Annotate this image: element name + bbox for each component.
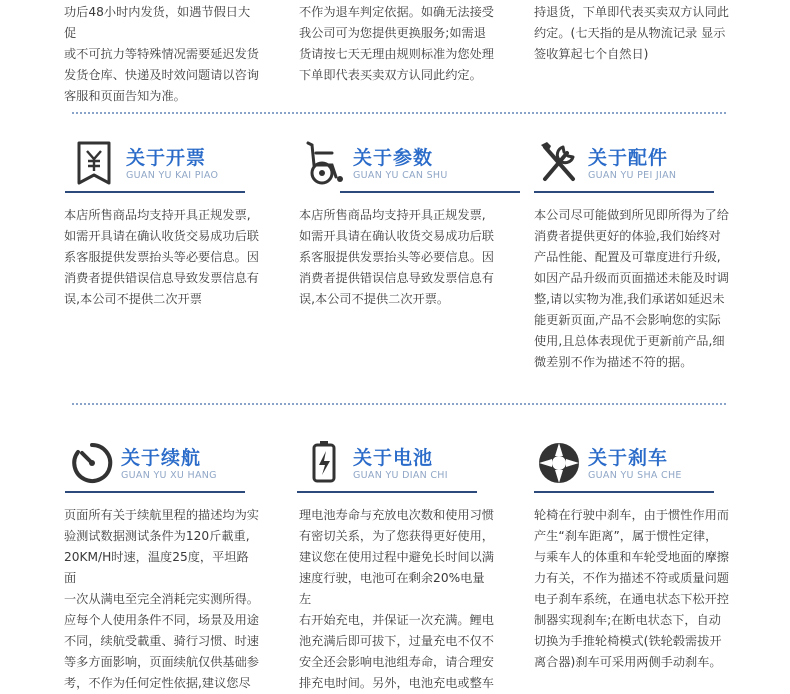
section-subtitle: GUAN YU CAN SHU	[353, 170, 448, 181]
section-text-parameters: 本店所售商品均支持开具正规发票, 如需开具请在确认收货交易成功后联 系客服提供发票抬头等必要信息。因 消费者提供错误信息导致发票信息有 误,本公司不提供二次开票。	[299, 208, 494, 306]
section-rule	[297, 491, 477, 493]
section-subtitle: GUAN YU DIAN CHI	[353, 470, 448, 481]
section-subtitle: GUAN YU XU HANG	[121, 470, 217, 481]
section-title: 关于参数	[353, 147, 434, 169]
top-paragraph-2: 不作为退车判定依据。如确无法接受 我公司可为您提供更换服务;如需退 货请按七天无理由规则标准为您处理 下单即代表买卖双方认同此约定。	[299, 5, 494, 82]
section-subtitle: GUAN YU KAI PIAO	[126, 170, 219, 181]
section-text-range: 页面所有关于续航里程的描述均为实 验测试数据测试条件为120斤載重, 20KM/H时速，温度25度，平坦路面 一次从满电至完全消耗完实测所得。 应每个人使用条件不同，场景及用途 不同，续航受載重、骑行习惯、时速 等多方面影响，页面续航仅供基础参 考，不作为任何定性依据,建议您尽	[64, 508, 259, 690]
section-title: 关于开票	[126, 147, 207, 169]
section-header-battery	[302, 439, 492, 499]
tools-icon	[537, 139, 581, 187]
top-paragraph-1: 功后48小时内发货，如遇节假日大促 或不可抗力等特殊情况需要延迟发货 发货仓库、快递及时效问题请以咨询 客服和页面告知为准。	[64, 5, 259, 103]
section-text-accessories: 本公司尽可能做到所见即所得为了给 消费者提供更好的体验,我们始终对 产品性能、配置及可靠度进行升级, 如因产品升级而页面描述未能及时调 整,请以实物为准,我们承诺如延迟未 能更新页面,产品不会影响您的实际 使用,且总体表现优于更新前产品,细 微差别不作为描述不符的据。	[534, 208, 729, 369]
section-rule	[534, 491, 714, 493]
section-title: 关于刹车	[588, 447, 669, 469]
section-text-invoice: 本店所售商品均支持开具正规发票, 如需开具请在确认收货交易成功后联 系客服提供发票抬头等必要信息。因 消费者提供错误信息导致发票信息有 误,本公司不提供二次开票	[64, 208, 259, 306]
section-title: 关于电池	[353, 447, 434, 469]
section-subtitle: GUAN YU SHA CHE	[588, 470, 682, 481]
battery-icon	[302, 439, 346, 487]
section-rule	[340, 191, 520, 193]
section-subtitle: GUAN YU PEI JIAN	[588, 170, 677, 181]
section-rule	[534, 191, 714, 193]
top-paragraph-3: 持退货，下单即代表买卖双方认同此 约定。(七天指的是从物流记录 显示 签收算起七个自然日)	[534, 5, 729, 61]
section-header-range	[70, 439, 260, 499]
section-header-brake	[537, 439, 727, 499]
wheelchair-icon	[302, 139, 346, 187]
section-text-battery: 理电池寿命与充放电次数和使用习惯 有密切关系，为了您获得更好使用， 建议您在使用过程中避免长时间以满 速度行驶，电池可在剩余20%电量左 右开始充电，并保证一次充满。鲤电 池充满后即可拔下，过量充电不仅不 安全还会影响电池组寿命，请合理安 排充电时间。另外，电池充电或整车	[299, 508, 494, 690]
dotted-divider-1	[72, 112, 726, 114]
section-header-parameters	[302, 139, 492, 199]
invoice-icon	[75, 139, 119, 187]
section-title: 关于配件	[588, 147, 669, 169]
brake-icon	[537, 439, 581, 487]
section-header-accessories	[537, 139, 727, 199]
section-rule	[65, 191, 245, 193]
gauge-icon	[70, 439, 114, 487]
section-rule	[65, 491, 245, 493]
section-text-brake: 轮椅在行驶中刹车，由于惯性作用而 产生“刹车距离”，属于惯性定律， 与乘车人的体重和车轮受地面的摩擦 力有关，不作为描述不符或质量问题 电子刹车系统，在通电状态下松开控 制器实现刹车;在断电状态下，自动 切换为手推轮椅模式(铁轮毂需拔开 离合器)刹车可采用两侧手动刹车。	[534, 508, 729, 669]
section-header-invoice	[75, 139, 265, 199]
dotted-divider-2	[72, 403, 726, 405]
section-title: 关于续航	[121, 447, 202, 469]
